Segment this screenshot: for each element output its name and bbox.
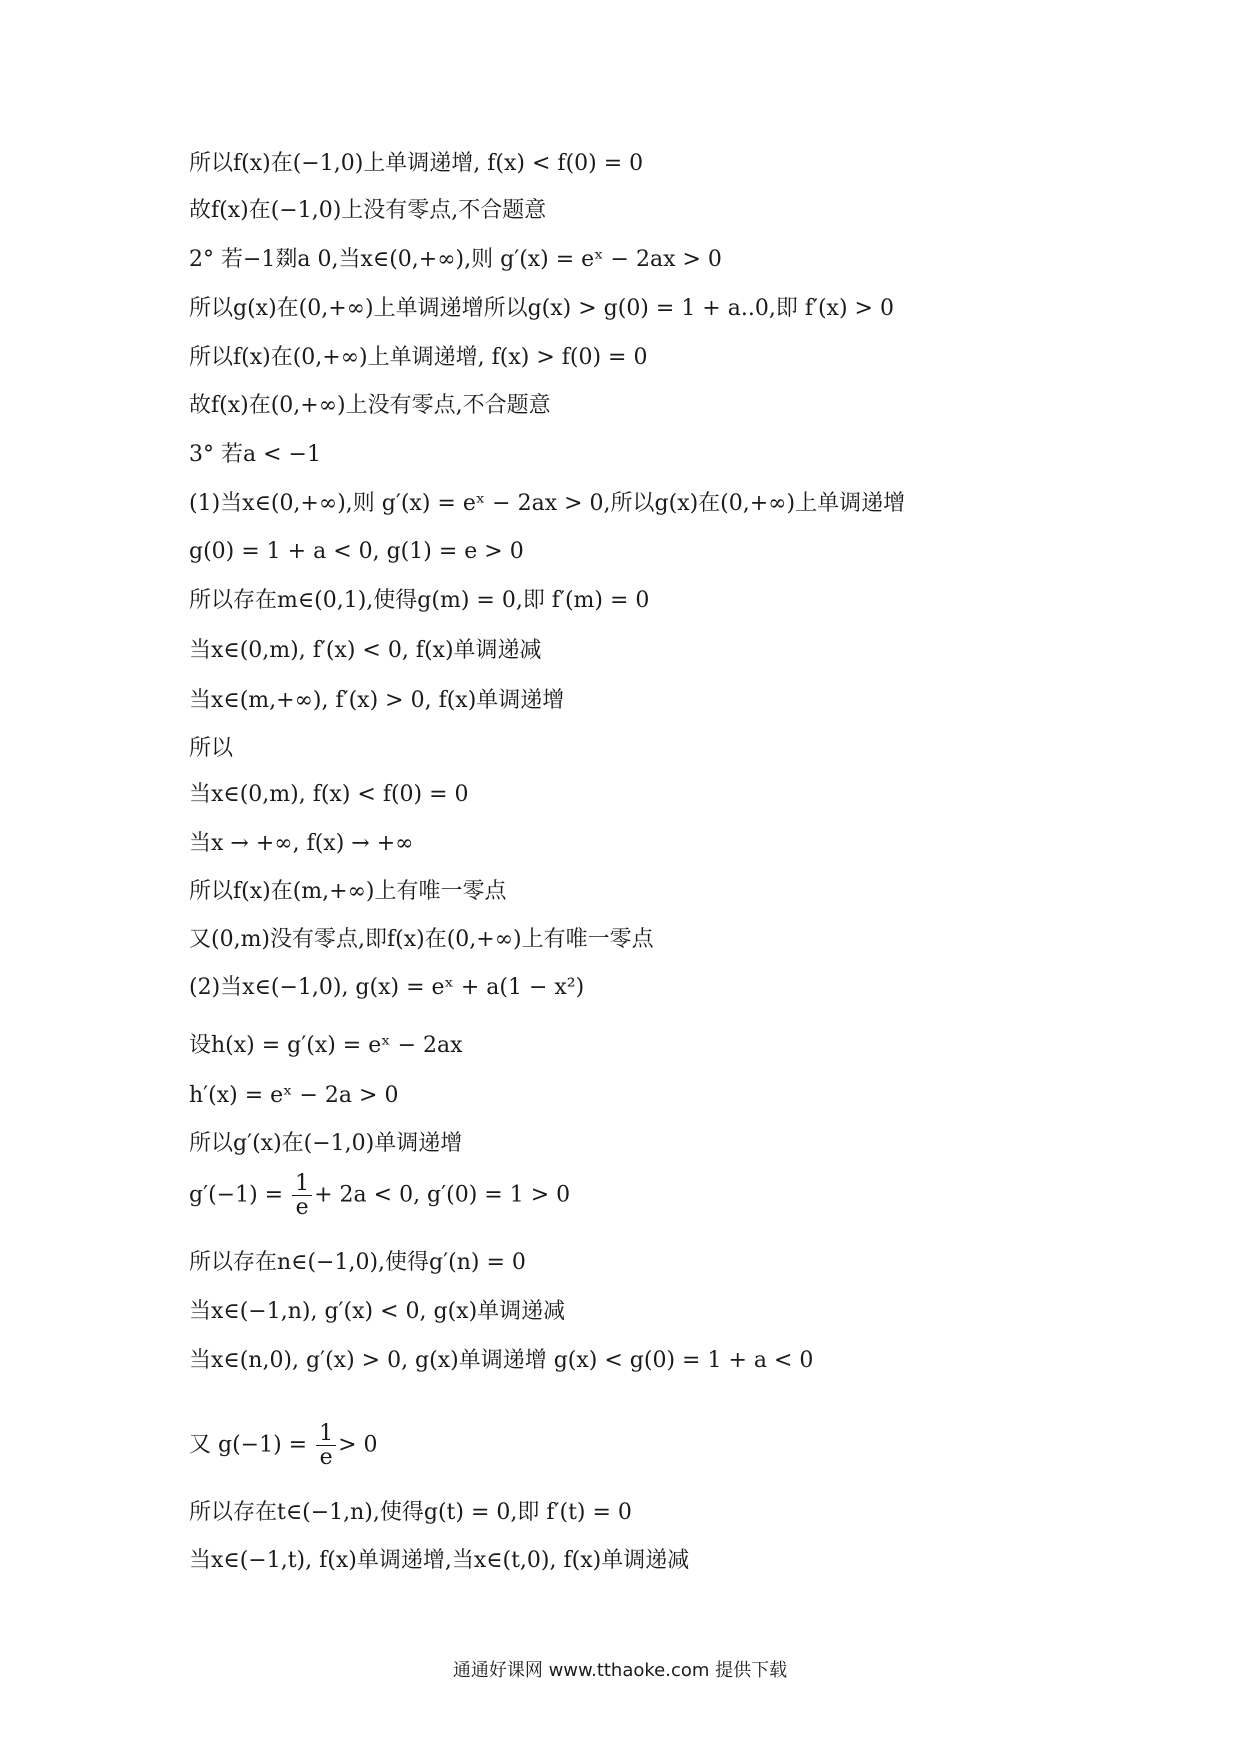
fraction-denominator: e xyxy=(319,1445,333,1471)
text-line: g(0) = 1 + a < 0, g(1) = e > 0 xyxy=(189,539,524,564)
fraction-prefix: g′(−1) = xyxy=(189,1182,291,1208)
text-line: 3° 若a < −1 xyxy=(189,442,321,467)
fraction-line xyxy=(189,1172,570,1219)
fraction xyxy=(316,1422,336,1469)
footer-watermark: 通通好课网 www.tthaoke.com 提供下载 xyxy=(452,1660,788,1681)
text-line: 所以g(x)在(0,+∞)上单调递增所以g(x) > g(0) = 1 + a..0,即 f′(x) > 0 xyxy=(189,296,894,321)
text-line: (2)当x∈(−1,0), g(x) = eˣ + a(1 − x²) xyxy=(189,975,585,1000)
fraction-line xyxy=(189,1422,378,1469)
text-line: 所以存在t∈(−1,n),使得g(t) = 0,即 f′(t) = 0 xyxy=(189,1500,632,1525)
text-line: 当x∈(−1,t), f(x)单调递增,当x∈(t,0), f(x)单调递减 xyxy=(189,1548,690,1573)
text-line: 所以存在n∈(−1,0),使得g′(n) = 0 xyxy=(189,1250,526,1275)
text-line: (1)当x∈(0,+∞),则 g′(x) = eˣ − 2ax > 0,所以g(x)在(0,+∞)上单调递增 xyxy=(189,491,906,516)
text-line: 又(0,m)没有零点,即f(x)在(0,+∞)上有唯一零点 xyxy=(189,927,654,952)
text-line: 所以存在m∈(0,1),使得g(m) = 0,即 f′(m) = 0 xyxy=(189,588,650,613)
fraction-numerator: 1 xyxy=(292,1172,312,1196)
fraction-suffix: > 0 xyxy=(338,1432,378,1458)
text-line: 所以g′(x)在(−1,0)单调递增 xyxy=(189,1131,463,1156)
text-line: 当x → +∞, f(x) → +∞ xyxy=(189,831,414,856)
text-line: 当x∈(n,0), g′(x) > 0, g(x)单调递增 g(x) < g(0) = 1 + a < 0 xyxy=(189,1348,814,1373)
fraction-suffix: + 2a < 0, g′(0) = 1 > 0 xyxy=(314,1182,571,1208)
text-line: 故f(x)在(−1,0)上没有零点,不合题意 xyxy=(189,198,547,223)
text-line: 当x∈(0,m), f′(x) < 0, f(x)单调递减 xyxy=(189,638,542,663)
text-line: 故f(x)在(0,+∞)上没有零点,不合题意 xyxy=(189,393,551,418)
text-line: 所以f(x)在(0,+∞)上单调递增, f(x) > f(0) = 0 xyxy=(189,345,648,370)
fraction-numerator: 1 xyxy=(316,1422,336,1446)
text-line: 当x∈(m,+∞), f′(x) > 0, f(x)单调递增 xyxy=(189,688,565,713)
fraction-denominator: e xyxy=(295,1195,309,1221)
text-line: 设h(x) = g′(x) = eˣ − 2ax xyxy=(189,1033,463,1058)
text-line: 所以f(x)在(−1,0)上单调递增, f(x) < f(0) = 0 xyxy=(189,151,644,176)
fraction xyxy=(292,1172,312,1219)
text-line: h′(x) = eˣ − 2a > 0 xyxy=(189,1083,399,1108)
text-line: 所以 xyxy=(189,736,234,761)
text-line: 2° 若−1剟a 0,当x∈(0,+∞),则 g′(x) = eˣ − 2ax > 0 xyxy=(189,247,722,272)
fraction-prefix: 又 g(−1) = xyxy=(189,1432,315,1458)
text-line: 当x∈(−1,n), g′(x) < 0, g(x)单调递减 xyxy=(189,1299,566,1324)
text-line: 当x∈(0,m), f(x) < f(0) = 0 xyxy=(189,782,469,807)
text-line: 所以f(x)在(m,+∞)上有唯一零点 xyxy=(189,879,507,904)
